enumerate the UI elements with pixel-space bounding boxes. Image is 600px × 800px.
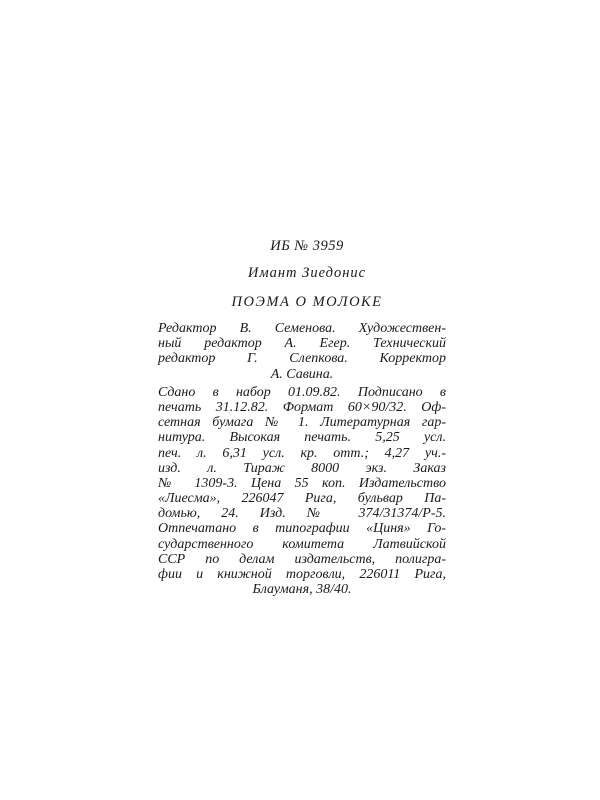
imprint-line: изд. л. Тираж 8000 экз. Заказ	[158, 460, 446, 476]
imprint-line: сетная бумага № 1. Литературная гар-	[158, 415, 446, 431]
imprint-line: Блауманя, 38/40.	[252, 582, 352, 598]
author-name: Имант Зиедонис	[247, 265, 367, 281]
credits-block	[158, 321, 446, 382]
colophon	[158, 238, 446, 597]
imprint-line: Отпечатано в типографии «Циня» Го-	[158, 521, 446, 537]
book-title: ПОЭМА О МОЛОКЕ	[231, 294, 383, 310]
credits-line: редактор Г. Слепкова. Корректор	[158, 351, 446, 367]
ib-number: ИБ № 3959	[270, 238, 344, 254]
credits-line: Редактор В. Семенова. Художествен-	[158, 321, 446, 336]
imprint-block	[158, 385, 446, 598]
imprint-line: печ. л. 6,31 усл. кр. отт.; 4,27 уч.-	[158, 445, 446, 461]
imprint-line: фии и книжной торговли, 226011 Рига,	[158, 567, 446, 582]
credits-line: ный редактор А. Егер. Технический	[158, 336, 446, 352]
imprint-line: печать 31.12.82. Формат 60×90/32. Оф-	[158, 399, 446, 415]
credits-line: А. Савина.	[270, 366, 334, 382]
imprint-line: № 1309-3. Цена 55 коп. Издательство	[158, 475, 446, 491]
imprint-line: Сдано в набор 01.09.82. Подписано в	[158, 384, 446, 400]
imprint-line: сударственного комитета Латвийской	[158, 536, 446, 552]
imprint-line: нитура. Высокая печать. 5,25 усл.	[158, 430, 446, 446]
imprint-line: ССР по делам издательств, полигра-	[158, 551, 446, 567]
imprint-line: домью, 24. Изд. № 374/31374/Р-5.	[158, 506, 446, 522]
imprint-line: «Лиесма», 226047 Рига, бульвар Па-	[158, 491, 446, 507]
